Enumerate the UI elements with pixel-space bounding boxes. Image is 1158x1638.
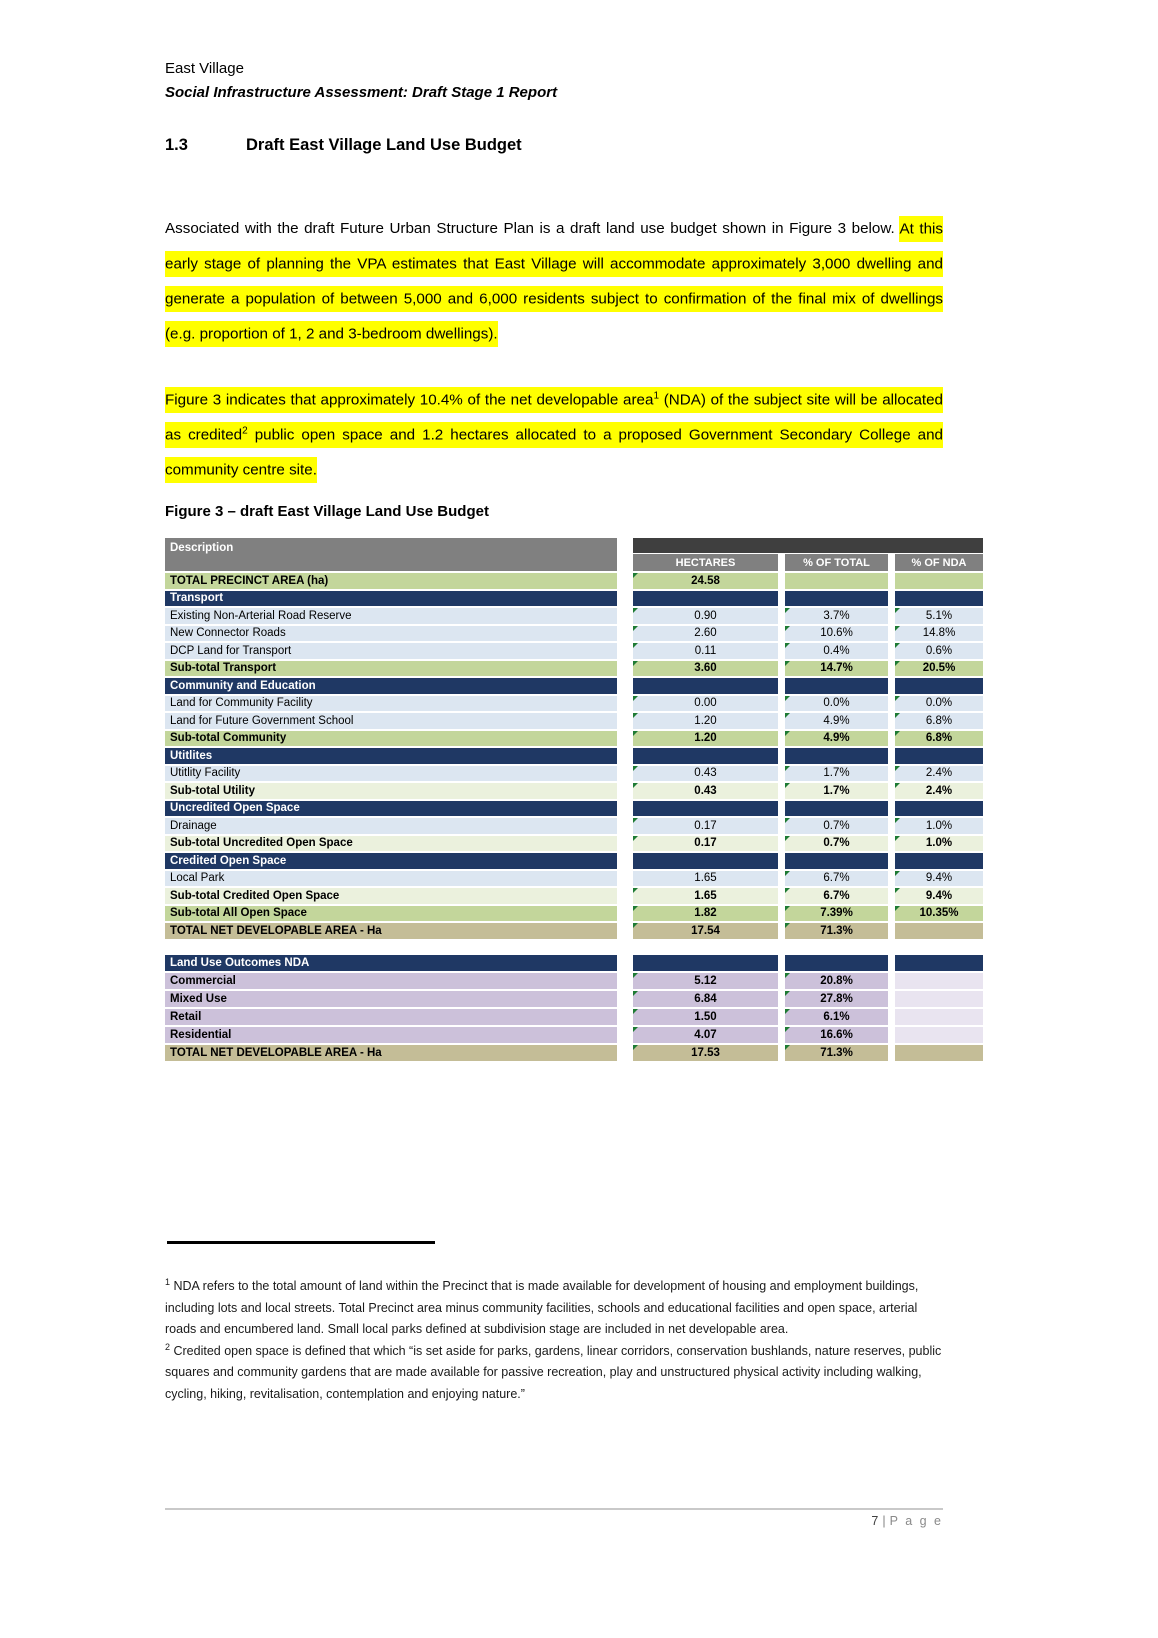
row-label: Commercial <box>165 973 617 989</box>
table-row <box>165 696 983 712</box>
column-header-hectares: HECTARES <box>633 554 778 571</box>
row-gap <box>617 748 633 764</box>
footer-rule <box>165 1508 943 1510</box>
table-header-right <box>633 538 983 571</box>
row-gap <box>617 713 633 729</box>
cell-pct-nda: 10.35% <box>895 906 983 922</box>
table-row <box>165 1009 983 1025</box>
row-gap <box>617 906 633 922</box>
table-row <box>165 626 983 642</box>
paragraph-2-highlight <box>165 387 943 483</box>
cell-pct-nda <box>895 973 983 989</box>
cell-pct-nda <box>895 573 983 589</box>
row-label: Sub-total Utility <box>165 783 617 799</box>
row-gap <box>617 955 633 971</box>
cell-pct-nda: 1.0% <box>895 836 983 852</box>
cell-hectares <box>633 591 778 607</box>
row-label: TOTAL NET DEVELOPABLE AREA - Ha <box>165 1045 617 1061</box>
column-header-description: Description <box>165 538 617 571</box>
cell-pct-total <box>785 748 888 764</box>
table-row <box>165 678 983 694</box>
cell-pct-total: 27.8% <box>785 991 888 1007</box>
row-label: Land Use Outcomes NDA <box>165 955 617 971</box>
cell-pct-nda <box>895 1009 983 1025</box>
paragraph-1-highlight: At this early stage of planning the VPA estimates that East Village will accommodate approximately 3,000 dwelling and generate a population of between 5,000 and 6,000 residents subject to confirmation of the final mix of dwellings (e.g. proportion of 1, 2 and 3-bedroom dwellings). <box>165 216 943 347</box>
table-row <box>165 766 983 782</box>
row-gap <box>617 696 633 712</box>
table-row <box>165 871 983 887</box>
section-heading <box>165 136 522 155</box>
row-label: Utitlity Facility <box>165 766 617 782</box>
cell-pct-total: 0.4% <box>785 643 888 659</box>
cell-pct-nda: 2.4% <box>895 783 983 799</box>
cell-hectares: 4.07 <box>633 1027 778 1043</box>
table-row <box>165 643 983 659</box>
table-spacer <box>165 941 983 955</box>
footer-page-word: P a g e <box>889 1514 943 1528</box>
cell-pct-nda: 9.4% <box>895 888 983 904</box>
row-gap <box>617 678 633 694</box>
row-gap <box>617 923 633 939</box>
cell-pct-total <box>785 591 888 607</box>
cell-pct-total: 6.7% <box>785 888 888 904</box>
row-gap <box>617 731 633 747</box>
running-header-line1: East Village <box>165 60 244 77</box>
cell-hectares: 2.60 <box>633 626 778 642</box>
column-gap <box>617 538 633 571</box>
cell-pct-nda <box>895 748 983 764</box>
cell-hectares: 6.84 <box>633 991 778 1007</box>
row-label: Mixed Use <box>165 991 617 1007</box>
cell-pct-nda: 6.8% <box>895 713 983 729</box>
column-header-pct-total: % OF TOTAL <box>785 554 888 571</box>
cell-hectares: 1.20 <box>633 713 778 729</box>
table-row <box>165 661 983 677</box>
cell-pct-total: 4.9% <box>785 713 888 729</box>
cell-pct-nda: 0.6% <box>895 643 983 659</box>
cell-pct-total: 0.0% <box>785 696 888 712</box>
paragraph-1 <box>165 211 943 351</box>
cell-hectares <box>633 801 778 817</box>
column-header-pct-nda: % OF NDA <box>895 554 983 571</box>
row-gap <box>617 991 633 1007</box>
footnote-1-marker: 1 <box>165 1276 171 1287</box>
cell-pct-total: 6.7% <box>785 871 888 887</box>
table-row <box>165 731 983 747</box>
header-dark-bar <box>633 538 983 553</box>
cell-pct-total: 7.39% <box>785 906 888 922</box>
cell-pct-total: 1.7% <box>785 766 888 782</box>
table-row <box>165 906 983 922</box>
row-label: Sub-total All Open Space <box>165 906 617 922</box>
section-number: 1.3 <box>165 136 188 154</box>
table-row <box>165 748 983 764</box>
footer-separator: | <box>882 1514 886 1528</box>
row-gap <box>617 591 633 607</box>
cell-pct-nda: 20.5% <box>895 661 983 677</box>
table-row <box>165 991 983 1007</box>
cell-pct-total: 20.8% <box>785 973 888 989</box>
cell-hectares: 1.50 <box>633 1009 778 1025</box>
cell-hectares <box>633 853 778 869</box>
row-gap <box>617 1027 633 1043</box>
table-body-main <box>165 573 983 939</box>
row-label: Utitlites <box>165 748 617 764</box>
row-gap <box>617 626 633 642</box>
paragraph-2 <box>165 382 943 487</box>
table-row <box>165 955 983 971</box>
paragraph-2-seg3: public open space and 1.2 hectares allocated to a proposed Government Secondary College and community centre site. <box>165 426 944 479</box>
cell-hectares <box>633 748 778 764</box>
cell-pct-nda: 6.8% <box>895 731 983 747</box>
cell-hectares: 1.20 <box>633 731 778 747</box>
row-gap <box>617 661 633 677</box>
row-gap <box>617 1009 633 1025</box>
cell-pct-nda <box>895 853 983 869</box>
header-labels <box>633 554 983 571</box>
footnotes <box>165 1276 943 1405</box>
cell-hectares: 17.54 <box>633 923 778 939</box>
cell-hectares: 0.11 <box>633 643 778 659</box>
paragraph-2-seg2: (NDA) of the subject site will be allocated as credited <box>165 391 944 444</box>
table-body-land-use-outcomes <box>165 955 983 1061</box>
cell-pct-total <box>785 801 888 817</box>
footnote-2-text: Credited open space is defined that which “is set aside for parks, gardens, linear corridors, conservation bushlands, nature reserves, public squares and community gardens that are made available for passive recreation, play and unstructured physical activity including walking, cycling, hiking, revitalisation, contemplation and enjoying nature.” <box>165 1343 942 1401</box>
row-label: Land for Community Facility <box>165 696 617 712</box>
cell-hectares <box>633 678 778 694</box>
row-label: Sub-total Uncredited Open Space <box>165 836 617 852</box>
page-number: 7 <box>871 1514 879 1528</box>
row-label: TOTAL NET DEVELOPABLE AREA - Ha <box>165 923 617 939</box>
table-row <box>165 783 983 799</box>
row-gap <box>617 783 633 799</box>
table-row <box>165 1027 983 1043</box>
cell-pct-total: 16.6% <box>785 1027 888 1043</box>
row-gap <box>617 801 633 817</box>
footnote-separator-rule <box>167 1241 435 1244</box>
cell-hectares: 0.90 <box>633 608 778 624</box>
cell-pct-total: 0.7% <box>785 836 888 852</box>
cell-pct-nda <box>895 591 983 607</box>
table-row <box>165 923 983 939</box>
table-row <box>165 818 983 834</box>
cell-hectares <box>633 955 778 971</box>
cell-pct-total: 10.6% <box>785 626 888 642</box>
row-label: Uncredited Open Space <box>165 801 617 817</box>
row-label: Land for Future Government School <box>165 713 617 729</box>
row-gap <box>617 836 633 852</box>
row-label: Drainage <box>165 818 617 834</box>
cell-hectares: 0.00 <box>633 696 778 712</box>
table-row <box>165 713 983 729</box>
row-gap <box>617 888 633 904</box>
cell-hectares: 1.82 <box>633 906 778 922</box>
row-label: DCP Land for Transport <box>165 643 617 659</box>
footnote-2 <box>165 1341 943 1406</box>
row-gap <box>617 766 633 782</box>
cell-pct-total: 71.3% <box>785 923 888 939</box>
cell-pct-total <box>785 573 888 589</box>
row-gap <box>617 573 633 589</box>
cell-pct-total: 6.1% <box>785 1009 888 1025</box>
section-title: Draft East Village Land Use Budget <box>246 136 522 154</box>
running-header-line2: Social Infrastructure Assessment: Draft Stage 1 Report <box>165 84 558 101</box>
cell-hectares: 24.58 <box>633 573 778 589</box>
cell-pct-total: 1.7% <box>785 783 888 799</box>
cell-pct-total <box>785 853 888 869</box>
row-label: Existing Non-Arterial Road Reserve <box>165 608 617 624</box>
footnote-1 <box>165 1276 943 1341</box>
footnote-1-text: NDA refers to the total amount of land within the Precinct that is made available for development of housing and employment buildings, including lots and local streets. Total Precinct area minus community facilities, schools and educational facilities and open space, arterial roads and encumbered land. Small local parks defined at subdivision stage are included in net developable area. <box>165 1279 919 1336</box>
cell-pct-nda <box>895 678 983 694</box>
cell-hectares: 0.17 <box>633 818 778 834</box>
cell-pct-total: 3.7% <box>785 608 888 624</box>
row-label: Local Park <box>165 871 617 887</box>
cell-pct-nda <box>895 923 983 939</box>
cell-pct-total: 71.3% <box>785 1045 888 1061</box>
cell-pct-total: 4.9% <box>785 731 888 747</box>
row-label: New Connector Roads <box>165 626 617 642</box>
cell-pct-total <box>785 955 888 971</box>
cell-pct-nda: 5.1% <box>895 608 983 624</box>
row-label: Residential <box>165 1027 617 1043</box>
cell-pct-nda <box>895 1045 983 1061</box>
row-gap <box>617 608 633 624</box>
row-label: Retail <box>165 1009 617 1025</box>
cell-hectares: 0.17 <box>633 836 778 852</box>
running-header <box>165 57 557 105</box>
row-gap <box>617 853 633 869</box>
row-gap <box>617 818 633 834</box>
table-row <box>165 801 983 817</box>
table-row <box>165 608 983 624</box>
table-row <box>165 888 983 904</box>
cell-pct-nda <box>895 991 983 1007</box>
row-label: Transport <box>165 591 617 607</box>
footnote-2-marker: 2 <box>165 1341 171 1352</box>
row-label: Credited Open Space <box>165 853 617 869</box>
cell-hectares: 0.43 <box>633 766 778 782</box>
page-footer <box>165 1514 943 1528</box>
cell-pct-nda: 0.0% <box>895 696 983 712</box>
table-row <box>165 591 983 607</box>
row-label: Sub-total Transport <box>165 661 617 677</box>
row-label: Sub-total Credited Open Space <box>165 888 617 904</box>
cell-pct-nda: 14.8% <box>895 626 983 642</box>
cell-pct-total: 0.7% <box>785 818 888 834</box>
table-row <box>165 836 983 852</box>
cell-hectares: 17.53 <box>633 1045 778 1061</box>
cell-hectares: 5.12 <box>633 973 778 989</box>
cell-pct-total: 14.7% <box>785 661 888 677</box>
row-label: Sub-total Community <box>165 731 617 747</box>
figure-caption: Figure 3 – draft East Village Land Use Budget <box>165 503 489 520</box>
paragraph-2-seg1: Figure 3 indicates that approximately 10.4% of the net developable area <box>165 391 654 409</box>
table-row <box>165 573 983 589</box>
row-gap <box>617 973 633 989</box>
table-row <box>165 1045 983 1061</box>
cell-pct-nda <box>895 801 983 817</box>
row-gap <box>617 643 633 659</box>
paragraph-1-text: Associated with the draft Future Urban Structure Plan is a draft land use budget shown in Figure 3 below. <box>165 220 900 238</box>
cell-pct-nda <box>895 955 983 971</box>
cell-pct-nda: 9.4% <box>895 871 983 887</box>
cell-hectares: 1.65 <box>633 888 778 904</box>
row-gap <box>617 1045 633 1061</box>
cell-hectares: 1.65 <box>633 871 778 887</box>
footnote-ref-1: 1 <box>653 390 660 402</box>
row-gap <box>617 871 633 887</box>
cell-hectares: 3.60 <box>633 661 778 677</box>
cell-hectares: 0.43 <box>633 783 778 799</box>
cell-pct-total <box>785 678 888 694</box>
cell-pct-nda: 1.0% <box>895 818 983 834</box>
footnote-ref-2: 2 <box>242 425 248 437</box>
land-use-budget-table <box>165 538 983 1063</box>
cell-pct-nda: 2.4% <box>895 766 983 782</box>
row-label: Community and Education <box>165 678 617 694</box>
row-label: TOTAL PRECINCT AREA (ha) <box>165 573 617 589</box>
table-header <box>165 538 983 571</box>
table-row <box>165 853 983 869</box>
table-row <box>165 973 983 989</box>
cell-pct-nda <box>895 1027 983 1043</box>
